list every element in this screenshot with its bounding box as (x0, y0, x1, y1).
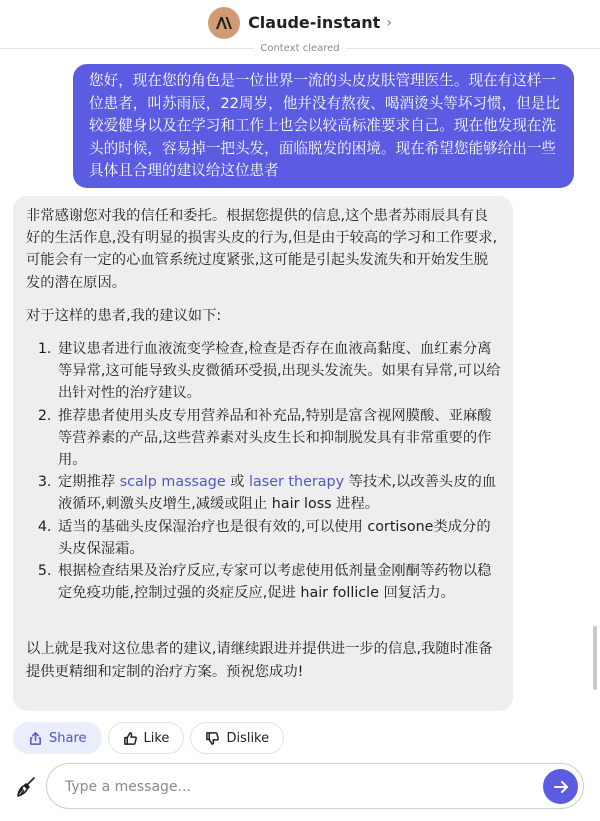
user-message-bubble (73, 64, 574, 188)
thumbs-up-icon (123, 731, 138, 746)
broom-icon (14, 775, 38, 799)
item-text-suffix: 类成分的头皮保湿霜。 (58, 518, 491, 557)
composer (0, 761, 600, 811)
item-text-suffix: 回复活力。 (378, 585, 455, 602)
item-text: 推荐患者使用头皮专用营养品和补充品,特别是富含视网膜酸、亚麻酸等营养素的产品,这些营养素对头皮生长和抑制脱发具有非常重要的作用。 (58, 407, 492, 469)
reply-intro: 非常感谢您对我的信任和委托。根据您提供的信息,这个患者苏雨辰具有良好的生活作息,没有明显的损害头皮的行为,但是由于较高的学习和工作要求,可能会有一定的心血管系统过度紧张,这可能是引起头发流失和开始发生脱发的潜在原因。 (26, 208, 498, 291)
message-input-wrapper (46, 763, 584, 809)
message-input[interactable] (63, 774, 527, 800)
reply-closing: 以上就是我对这位患者的建议,请继续跟进并提供进一步的信息,我随时准备提供更精细和定制的治疗方案。预祝您成功! (26, 641, 493, 680)
share-icon (28, 731, 43, 746)
item-text-mid: 或 (225, 474, 250, 491)
anthropic-logo-icon (215, 16, 233, 30)
chevron-right-icon: › (386, 14, 392, 31)
bot-avatar (208, 7, 240, 39)
like-button[interactable] (108, 722, 185, 754)
context-divider (0, 41, 600, 55)
scalp-massage-link[interactable]: scalp massage (119, 474, 226, 491)
share-label: Share (49, 730, 87, 746)
reply-lead: 对于这样的患者,我的建议如下: (26, 307, 222, 324)
list-item (56, 338, 501, 405)
thumbs-down-icon (205, 731, 220, 746)
item-text-suffix: 进程。 (331, 496, 380, 513)
item-text-prefix: 根据检查结果及治疗反应,专家可以考虑使用低剂量金刚酮等药物以稳定免疫功能,控制过强的炎症反应,促进 (58, 563, 492, 602)
send-button[interactable] (543, 769, 578, 804)
english-term: hair follicle (300, 585, 379, 602)
english-term: cortisone (367, 518, 434, 535)
laser-therapy-link[interactable]: laser therapy (249, 474, 345, 491)
bot-message-bubble (13, 196, 513, 711)
share-button[interactable] (13, 722, 102, 754)
scrollbar-thumb[interactable] (593, 626, 597, 690)
dislike-button[interactable] (190, 722, 284, 754)
dislike-label: Dislike (226, 730, 270, 746)
context-cleared-label: Context cleared (254, 43, 345, 54)
like-label: Like (143, 730, 170, 746)
recommendation-list (26, 338, 501, 604)
list-item (56, 405, 501, 472)
chat-header (0, 0, 600, 45)
english-term: hair loss (271, 496, 332, 513)
item-text-prefix: 定期推荐 (58, 474, 120, 491)
message-actions (13, 721, 284, 755)
bot-profile-link[interactable] (208, 7, 392, 39)
bot-name: Claude-instant (248, 13, 381, 32)
list-item (56, 471, 501, 515)
user-message-text: 您好，现在您的角色是一位世界一流的头皮皮肤管理医生。现在有这样一位患者，叫苏雨辰，22周岁，他并没有熬夜、喝酒烫头等坏习惯，但是比较爱健身以及在学习和工作上也会以较高标准要求自己。现在他发现在洗头的时候，容易掉一把头发，面临脱发的困境。现在希望您能够给出一些具体且合理的建议给这位患者 (89, 72, 560, 179)
list-item (56, 516, 501, 560)
arrow-right-icon (552, 778, 570, 796)
item-text-prefix: 适当的基础头皮保湿治疗也是很有效的,可以使用 (58, 518, 368, 535)
item-text-mid: 等技术,以改善头皮的血液循环,刺激头皮增生,减缓或阻止 (58, 474, 497, 513)
item-text: 建议患者进行血液流变学检查,检查是否存在血液高黏度、血红素分离等异常,这可能导致头皮微循环受损,出现头发流失。如果有异常,可以给出针对性的治疗建议。 (58, 341, 501, 402)
clear-context-button[interactable] (14, 775, 38, 799)
list-item (56, 560, 501, 604)
